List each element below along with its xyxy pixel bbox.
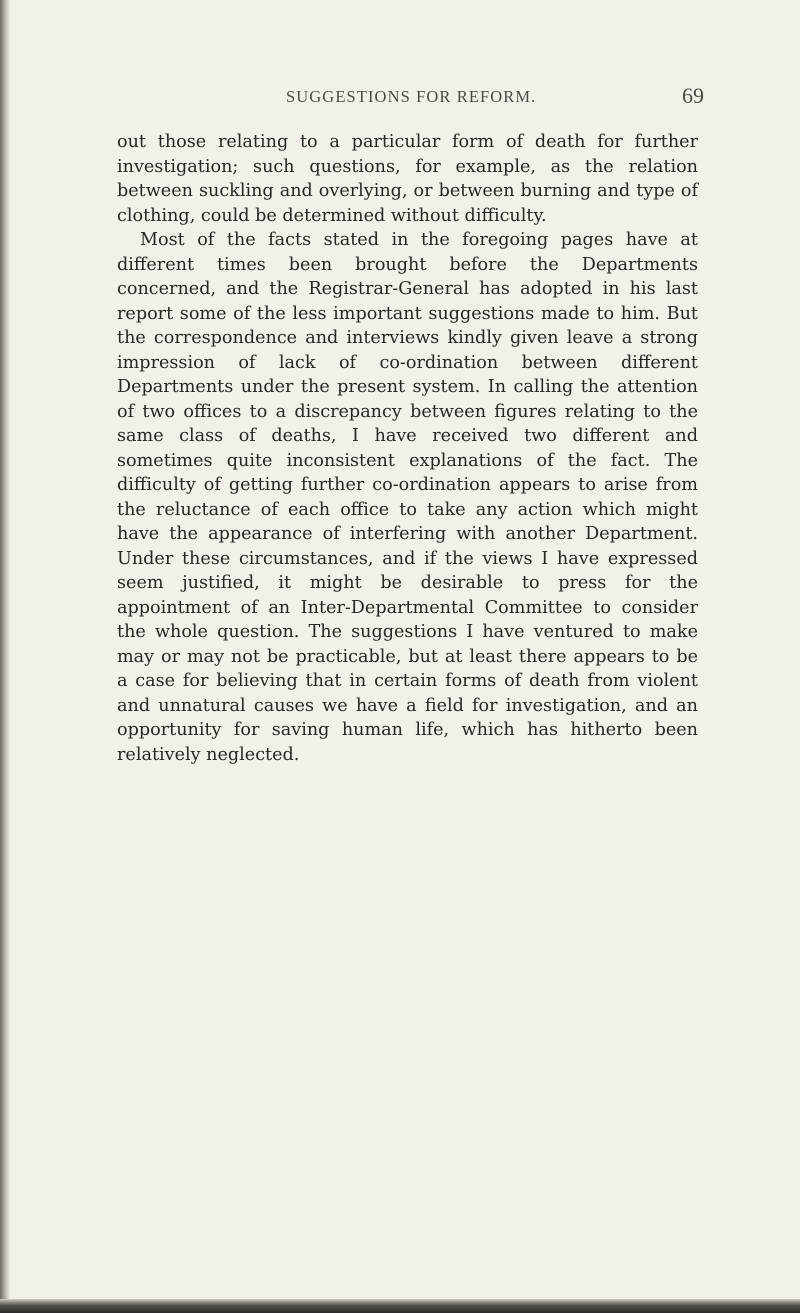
paragraph: Most of the facts stated in the foregoing pages have at different times been brought before the Departments concerned, and the Registrar-General has adopted in his last report some of the less important suggestions made to him. But the correspondence and interviews kindly given leave a strong impression of lack of co-ordination between different Departments under the present system. In calling the attention of two offices to a discrepancy between figures relating to the same class of deaths, I have received two different and sometimes quite inconsistent explanations of the fact. The difficulty of getting further co-ordination appears to arise from the reluctance of each office to take any action which might have the appearance of interfering with another Department. Under these circumstances, and if the views I have expressed seem justified, it might be desirable to press for the appointment of an Inter-Departmental Committee to consider the whole question. The suggestions I have ventured to make may or may not be practicable, but at least there appears to be a case for believing that in certain forms of death from violent and unnatural causes we have a field for investigation, and an opportunity for saving human life, which has hitherto been relatively neglected.	[117, 230, 698, 765]
page-bottom-edge	[0, 1299, 800, 1313]
page-binding-edge	[0, 0, 10, 1313]
page-number: 69	[682, 83, 704, 108]
running-header-title: SUGGESTIONS FOR REFORM.	[286, 87, 537, 106]
body-text	[117, 130, 698, 767]
paragraph-continuation: out those relating to a particular form of death for further investigation; such questions, for example, as the relation between suckling and overlying, or between burning and type of clothing, could be determined without difficulty.	[117, 132, 698, 226]
